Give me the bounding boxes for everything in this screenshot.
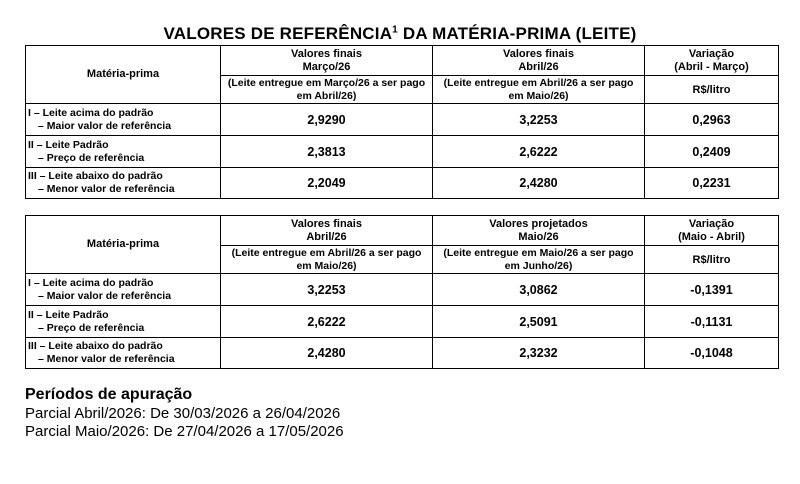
col-header-final-april: Valores finais Abril/26 bbox=[221, 216, 433, 246]
assessment-periods bbox=[25, 386, 344, 441]
table-row bbox=[26, 338, 779, 369]
value-cell: 2,9290 bbox=[221, 104, 433, 136]
col-header-variation: Variação (Abril - Março) bbox=[645, 46, 779, 76]
title-text-rest: DA MATÉRIA-PRIMA (LEITE) bbox=[397, 24, 637, 43]
document-title bbox=[0, 24, 800, 44]
variation-cell: 0,2963 bbox=[645, 104, 779, 136]
value-cell: 2,3813 bbox=[221, 136, 433, 168]
variation-cell: -0,1048 bbox=[645, 338, 779, 369]
variation-cell: 0,2409 bbox=[645, 136, 779, 168]
table-row bbox=[26, 168, 779, 199]
table-row bbox=[26, 136, 779, 168]
value-cell: 3,0862 bbox=[433, 274, 645, 306]
reference-table-march-april bbox=[25, 45, 779, 199]
value-cell: 2,3232 bbox=[433, 338, 645, 369]
value-cell: 2,4280 bbox=[221, 338, 433, 369]
value-cell: 2,2049 bbox=[221, 168, 433, 199]
row-label: I – Leite acima do padrão – Maior valor de referência bbox=[26, 274, 221, 306]
col-header-projected-may: Valores projetados Maio/26 bbox=[433, 216, 645, 246]
col-subheader-april: (Leite entregue em Abril/26 a ser pago em Maio/26) bbox=[221, 246, 433, 274]
col-subheader-may: (Leite entregue em Maio/26 a ser pago em Junho/26) bbox=[433, 246, 645, 274]
col-header-raw-material: Matéria-prima bbox=[26, 46, 221, 104]
table-header-row bbox=[26, 46, 779, 76]
col-header-raw-material: Matéria-prima bbox=[26, 216, 221, 274]
table-row bbox=[26, 306, 779, 338]
row-label: II – Leite Padrão – Preço de referência bbox=[26, 136, 221, 168]
col-unit-label: R$/litro bbox=[645, 76, 779, 104]
value-cell: 3,2253 bbox=[221, 274, 433, 306]
value-cell: 2,6222 bbox=[433, 136, 645, 168]
col-subheader-march: (Leite entregue em Março/26 a ser pago em Abril/26) bbox=[221, 76, 433, 104]
row-label: III – Leite abaixo do padrão – Menor valor de referência bbox=[26, 338, 221, 369]
col-header-variation: Variação (Maio - Abril) bbox=[645, 216, 779, 246]
variation-cell: 0,2231 bbox=[645, 168, 779, 199]
row-label: II – Leite Padrão – Preço de referência bbox=[26, 306, 221, 338]
value-cell: 2,6222 bbox=[221, 306, 433, 338]
value-cell: 2,5091 bbox=[433, 306, 645, 338]
period-line-april: Parcial Abril/2026: De 30/03/2026 a 26/04/2026 bbox=[25, 405, 341, 422]
value-cell: 3,2253 bbox=[433, 104, 645, 136]
periods-heading: Períodos de apuração bbox=[25, 386, 193, 403]
col-header-final-march: Valores finais Março/26 bbox=[221, 46, 433, 76]
table-header-row bbox=[26, 216, 779, 246]
value-cell: 2,4280 bbox=[433, 168, 645, 199]
col-subheader-april: (Leite entregue em Abril/26 a ser pago em Maio/26) bbox=[433, 76, 645, 104]
title-footnote-mark: 1 bbox=[392, 24, 398, 36]
table-row bbox=[26, 104, 779, 136]
row-label: I – Leite acima do padrão – Maior valor de referência bbox=[26, 104, 221, 136]
variation-cell: -0,1131 bbox=[645, 306, 779, 338]
reference-table-april-may bbox=[25, 215, 779, 369]
variation-cell: -0,1391 bbox=[645, 274, 779, 306]
col-unit-label: R$/litro bbox=[645, 246, 779, 274]
table-row bbox=[26, 274, 779, 306]
col-header-final-april: Valores finais Abril/26 bbox=[433, 46, 645, 76]
period-line-may: Parcial Maio/2026: De 27/04/2026 a 17/05/2026 bbox=[25, 423, 344, 440]
row-label: III – Leite abaixo do padrão – Menor valor de referência bbox=[26, 168, 221, 199]
title-text: VALORES DE REFERÊNCIA bbox=[163, 24, 393, 43]
